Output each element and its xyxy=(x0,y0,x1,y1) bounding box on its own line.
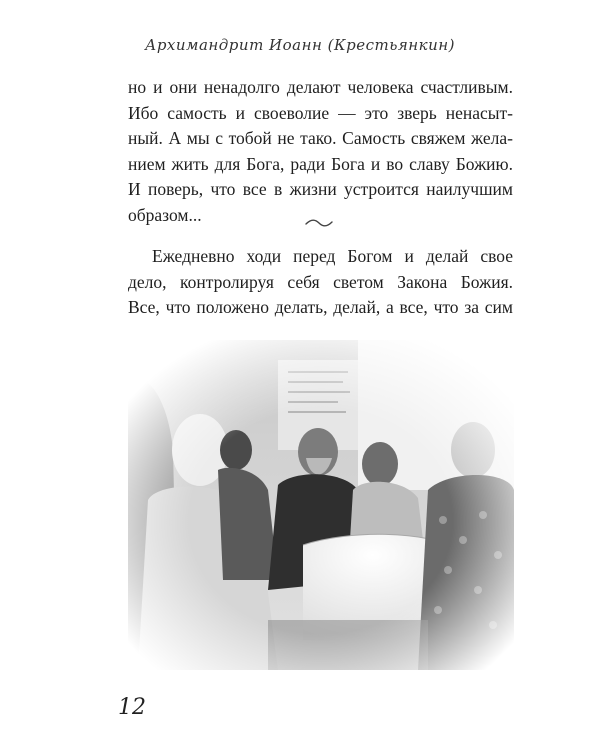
page-number: 12 xyxy=(118,695,146,720)
text-line: но и они ненадолго делают человека счастливым. xyxy=(128,77,513,97)
text-line: И поверь, что все в жизни устроится наилучшим xyxy=(128,179,513,199)
text-line: Все, что положено делать, делай, а все, что за сим xyxy=(128,297,513,317)
section-separator xyxy=(305,218,333,228)
paragraph-2 xyxy=(128,244,513,321)
paragraph-1 xyxy=(128,75,513,228)
text-line: Ежедневно ходи перед Богом и делай свое xyxy=(152,246,513,266)
text-line: ный. А мы с тобой не тако. Самость свяжем жела- xyxy=(128,128,513,148)
photograph xyxy=(128,340,514,670)
text-line: дело, контролируя себя светом Закона Божия. xyxy=(128,271,513,292)
text-line: Ибо самость и своеволие — это зверь ненасыт- xyxy=(128,102,513,123)
text-line: образом... xyxy=(128,204,202,225)
running-head: Архимандрит Иоанн (Крестьянкин) xyxy=(144,36,456,54)
text-line: нием жить для Бога, ради Бога и во славу Божию. xyxy=(128,153,513,174)
